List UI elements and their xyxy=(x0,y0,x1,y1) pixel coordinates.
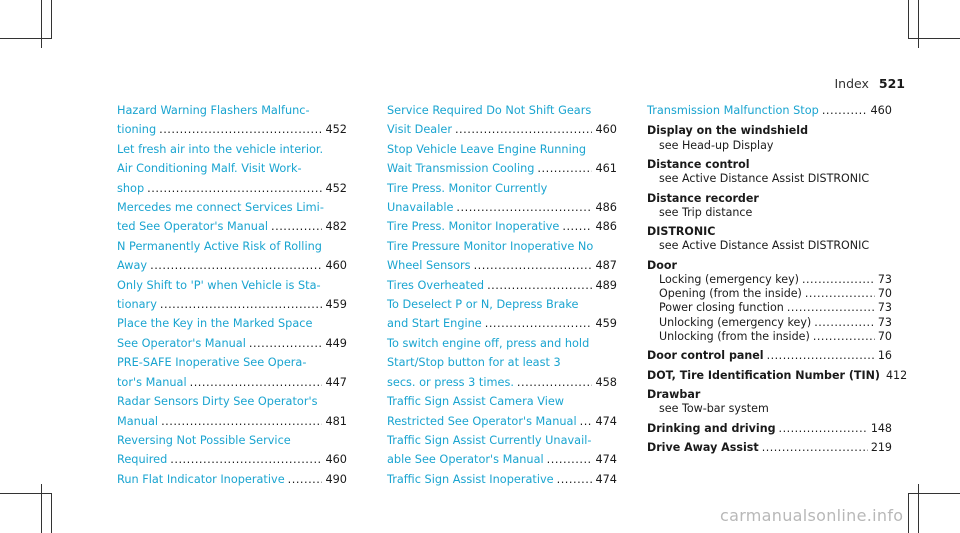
entry-text: and Start Engine xyxy=(387,317,482,331)
page-ref: 474 xyxy=(595,453,617,467)
watermark: carmanualsonline.info xyxy=(720,506,904,525)
index-line-continued: To switch engine off, press and hold xyxy=(387,336,590,350)
index-line xyxy=(117,334,347,353)
sub-entry xyxy=(647,273,892,287)
entry-text: Restricted See Operator's Manual xyxy=(387,414,577,428)
index-entry xyxy=(647,158,892,186)
page-ref: 474 xyxy=(595,414,617,428)
page-header xyxy=(835,76,906,91)
dot-leader xyxy=(455,120,592,139)
entry-title: Distance recorder xyxy=(647,191,759,205)
see-reference: see Head-up Display xyxy=(659,138,774,152)
entry-text: Wait Transmission Cooling xyxy=(387,162,535,176)
index-line xyxy=(387,120,617,139)
page-ref: 460 xyxy=(325,453,347,467)
page-ref: 461 xyxy=(595,162,617,176)
index-line-continued: Tire Pressure Monitor Inoperative No xyxy=(387,239,594,253)
sub-entry-text: Locking (emergency key) xyxy=(659,272,799,286)
page-ref: 449 xyxy=(325,336,347,350)
index-line-continued: Service Required Do Not Shift Gears xyxy=(387,104,592,117)
index-entry xyxy=(647,349,892,363)
page-ref: 412 xyxy=(885,368,908,382)
index-line-continued: Reversing Not Possible Service xyxy=(117,433,291,447)
page-ref: 459 xyxy=(325,298,347,312)
sub-entry-text: Unlocking (emergency key) xyxy=(659,315,812,329)
page-ref: 487 xyxy=(595,259,617,273)
dot-leader xyxy=(779,422,868,436)
entry-text: secs. or press 3 times. xyxy=(387,375,514,389)
entry-title: DOT, Tire Identification Number (TIN) xyxy=(647,368,880,382)
dot-leader xyxy=(170,450,322,469)
dot-leader xyxy=(485,314,593,333)
entry-text: Required xyxy=(117,453,168,467)
page-ref: 460 xyxy=(325,259,347,273)
see-reference: see Active Distance Assist DISTRONIC xyxy=(659,239,870,253)
dot-leader xyxy=(547,450,593,469)
index-line xyxy=(387,314,617,333)
page-ref: 148 xyxy=(870,421,892,435)
dot-leader xyxy=(813,330,875,344)
page-ref: 452 xyxy=(325,123,347,137)
sub-entry-text: Power closing function xyxy=(659,301,784,315)
dot-leader xyxy=(814,316,875,330)
see-reference: see Active Distance Assist DISTRONIC xyxy=(659,172,870,186)
entry-text: tioning xyxy=(117,123,157,137)
index-entries xyxy=(647,124,908,455)
index-line-continued: Air Conditioning Malf. Visit Work- xyxy=(117,162,302,176)
entry-text: Visit Dealer xyxy=(387,123,452,137)
index-line xyxy=(387,470,617,489)
index-line-continued: Start/Stop button for at least 3 xyxy=(387,356,561,370)
index-line xyxy=(647,349,892,363)
sub-entry-text: Opening (from the inside) xyxy=(659,287,802,301)
entry-title: Display on the windshield xyxy=(647,124,809,138)
page-ref: 486 xyxy=(595,201,617,215)
dot-leader xyxy=(767,349,875,363)
index-line-continued: N Permanently Active Risk of Rolling xyxy=(117,239,322,253)
entry-title: Drawbar xyxy=(647,387,701,401)
entry-text: Tire Press. Monitor Inoperative xyxy=(387,220,560,234)
dot-leader xyxy=(580,412,593,431)
index-line-continued: Mercedes me connect Services Limi- xyxy=(117,201,324,215)
dot-leader xyxy=(487,276,592,295)
index-line xyxy=(647,368,908,383)
page-ref: 73 xyxy=(877,301,892,315)
page-ref: 460 xyxy=(595,123,617,137)
index-entry xyxy=(647,422,892,436)
entry-text: Unavailable xyxy=(387,201,454,215)
entry-text: Away xyxy=(117,259,148,273)
index-column-3 xyxy=(647,101,908,460)
index-line xyxy=(117,373,347,392)
entry-title: Door control panel xyxy=(647,349,764,363)
see-reference: see Tow-bar system xyxy=(659,402,769,416)
entry-title: DISTRONIC xyxy=(647,225,716,239)
entry-title: Drinking and driving xyxy=(647,421,776,435)
index-entry xyxy=(647,441,892,455)
entry-text: Wheel Sensors xyxy=(387,259,471,273)
index-column-2 xyxy=(387,101,617,489)
sub-entry xyxy=(647,330,892,344)
index-entry xyxy=(647,124,892,152)
entry-text: Transmission Malfunction Stop xyxy=(647,104,819,117)
index-line xyxy=(117,120,347,139)
index-line xyxy=(117,450,347,469)
index-line xyxy=(387,276,617,295)
index-line xyxy=(117,256,347,275)
index-line-continued: Traffic Sign Assist Camera View xyxy=(387,395,565,409)
page-ref: 460 xyxy=(870,104,892,117)
dot-leader xyxy=(160,295,323,314)
page-ref: 458 xyxy=(595,375,617,389)
page-ref: 490 xyxy=(325,472,347,486)
dot-leader xyxy=(557,470,593,489)
index-line xyxy=(387,256,617,275)
dot-leader xyxy=(159,120,322,139)
index-line-continued: Only Shift to 'P' when Vehicle is Sta- xyxy=(117,278,321,292)
dot-leader xyxy=(537,159,592,178)
index-line-continued: Tire Press. Monitor Currently xyxy=(387,181,548,195)
dot-leader xyxy=(762,441,868,455)
dot-leader xyxy=(147,179,322,198)
dot-leader xyxy=(161,412,322,431)
page-ref: 486 xyxy=(595,220,617,234)
dot-leader xyxy=(517,373,593,392)
entry-text: tionary xyxy=(117,298,157,312)
page-ref: 73 xyxy=(877,315,892,329)
see-reference: see Trip distance xyxy=(659,205,753,219)
index-line-continued: Radar Sensors Dirty See Operator's xyxy=(117,395,318,409)
entry-text: tor's Manual xyxy=(117,375,187,389)
page-ref: 219 xyxy=(870,440,892,454)
index-line xyxy=(117,179,347,198)
index-line-continued: Hazard Warning Flashers Malfunc- xyxy=(117,104,310,117)
entry-text: See Operator's Manual xyxy=(117,336,246,350)
sub-entry xyxy=(647,301,892,315)
dot-leader xyxy=(288,470,323,489)
page-ref: 16 xyxy=(877,349,892,363)
entry-text: ted See Operator's Manual xyxy=(117,220,269,234)
section-label: Index xyxy=(834,76,869,91)
dot-leader xyxy=(822,101,868,120)
dot-leader xyxy=(271,217,322,236)
page-ref: 452 xyxy=(325,181,347,195)
index-line-continued: Place the Key in the Marked Space xyxy=(117,317,313,331)
entry-text: Tires Overheated xyxy=(387,278,485,292)
entry-text: Manual xyxy=(117,414,159,428)
entry-title: Drive Away Assist xyxy=(647,440,759,454)
page-ref: 489 xyxy=(595,278,617,292)
dot-leader xyxy=(805,287,875,301)
index-line xyxy=(117,217,347,236)
dot-leader xyxy=(249,334,323,353)
index-entry xyxy=(647,259,892,344)
page-ref: 482 xyxy=(325,220,347,234)
index-line-continued: Stop Vehicle Leave Engine Running xyxy=(387,142,587,156)
entry-text: Run Flat Indicator Inoperative xyxy=(117,472,285,486)
index-line xyxy=(387,373,617,392)
index-entry xyxy=(647,368,908,383)
index-line xyxy=(647,441,892,455)
index-column-1 xyxy=(117,101,347,489)
index-line-continued: PRE-SAFE Inoperative See Opera- xyxy=(117,356,307,370)
index-entry xyxy=(647,225,892,253)
index-line xyxy=(117,412,347,431)
page-ref: 459 xyxy=(595,317,617,331)
entry-title: Distance control xyxy=(647,158,750,171)
index-line xyxy=(387,198,617,217)
sub-entry xyxy=(647,316,892,330)
index-entry xyxy=(647,388,892,416)
entry-text: shop xyxy=(117,181,145,195)
dot-leader xyxy=(802,273,875,287)
index-line xyxy=(647,101,892,120)
page-number: 521 xyxy=(878,76,905,91)
dot-leader xyxy=(474,256,593,275)
index-line xyxy=(387,412,617,431)
dot-leader xyxy=(456,198,592,217)
page-ref: 474 xyxy=(595,472,617,486)
index-line xyxy=(387,159,617,178)
page-ref: 481 xyxy=(325,414,347,428)
page-ref: 70 xyxy=(877,287,892,301)
page-ref: 70 xyxy=(877,329,892,343)
entry-text: Traffic Sign Assist Inoperative xyxy=(387,472,554,486)
index-line-continued: Traffic Sign Assist Currently Unavail- xyxy=(387,433,592,447)
dot-leader xyxy=(787,301,875,315)
entry-title: Door xyxy=(647,258,677,272)
index-line xyxy=(387,450,617,469)
page-ref: 447 xyxy=(325,375,347,389)
index-entry xyxy=(647,192,892,220)
index-line-continued: To Deselect P or N, Depress Brake xyxy=(387,298,579,312)
sub-entry-text: Unlocking (from the inside) xyxy=(659,329,810,343)
index-line xyxy=(117,470,347,489)
dot-leader xyxy=(150,256,322,275)
dot-leader xyxy=(562,217,592,236)
entry-text: able See Operator's Manual xyxy=(387,453,544,467)
sub-entry xyxy=(647,287,892,301)
index-line xyxy=(647,422,892,436)
dot-leader xyxy=(190,373,323,392)
page-ref: 73 xyxy=(877,272,892,286)
index-line-continued: Let fresh air into the vehicle interior. xyxy=(117,142,324,156)
index-line xyxy=(387,217,617,236)
index-line xyxy=(117,295,347,314)
